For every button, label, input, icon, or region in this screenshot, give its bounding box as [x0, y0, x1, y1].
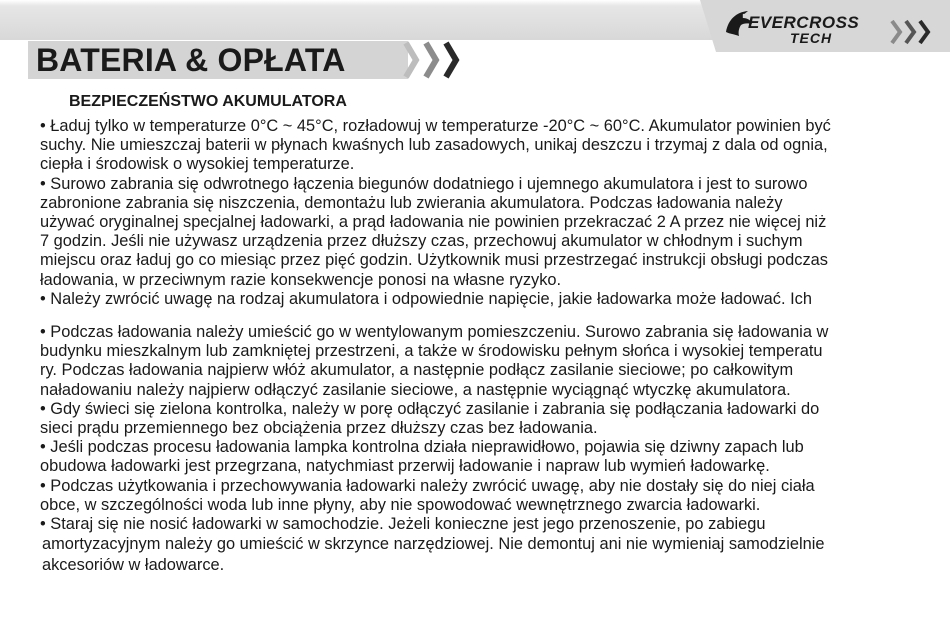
text-line: • Podczas użytkowania i przechowywania ładowarki należy zwrócić uwagę, aby nie dostały się do niej ciała: [40, 476, 815, 495]
text-line: miejscu oraz ładuj go co miesiąc przez pięć godzin. Użytkownik musi przestrzegać instrukcji obsługi podczas: [40, 251, 828, 270]
triple-chevron-icon: [890, 18, 936, 46]
paragraph-gap: [40, 309, 930, 323]
text-line: naładowaniu należy najpierw odłączyć zasilanie sieciowe, a następnie wyciągnąć wtyczkę akumulatora.: [40, 380, 791, 399]
text-line: 7 godzin. Jeśli nie używasz urządzenia przez dłuższy czas, przechowuj akumulator w chłodnym i suchym: [40, 232, 803, 251]
document-body: [40, 117, 930, 576]
text-line: używać oryginalnej specjalnej ładowarki, a prąd ładowania nie powinien przekraczać 2 A przez nie więcej niż: [40, 213, 827, 232]
section-heading: BEZPIECZEŃSTWO AKUMULATORA: [69, 93, 347, 110]
text-line: • Podczas ładowania należy umieścić go w wentylowanym pomieszczeniu. Surowo zabrania się ładowania w: [40, 323, 829, 342]
text-line: akcesoriów w ładowarce.: [42, 556, 225, 575]
brand-subname: TECH: [790, 30, 833, 46]
brand-name: EVERCROSS: [748, 13, 860, 32]
text-line: ładowania, w przeciwnym razie konsekwencje ponosi na własne ryzyko.: [40, 270, 562, 289]
page-title: BATERIA & OPŁATA: [36, 42, 346, 78]
text-line: zabronione zabrania się niszczenia, demontażu lub zwierania akumulatora. Podczas ładowania należy: [40, 193, 783, 212]
triple-chevron-icon: [402, 40, 468, 80]
text-line: amortyzacyjnym należy go umieścić w skrzynce narzędziowej. Nie demontuj ani nie wymieniaj samodzielnie: [42, 535, 825, 554]
text-line: budynku mieszkalnym lub zamkniętej przestrzeni, a także w środowisku pełnym słońca i wysokiej temperatu: [40, 342, 823, 361]
text-line: obudowa ładowarki jest przegrzana, natychmiast przerwij ładowanie i napraw lub wymień ładowarkę.: [40, 457, 770, 476]
text-line: sieci prądu przemiennego bez obciążenia przez dłuższy czas bez ładowania.: [40, 419, 598, 438]
text-line: • Jeśli podczas procesu ładowania lampka kontrolna działa nieprawidłowo, pojawia się dziwny zapach lub: [40, 438, 804, 457]
text-line: ciepła i środowisk o wysokiej temperaturze.: [40, 155, 355, 174]
text-line: • Staraj się nie nosić ładowarki w samochodzie. Jeżeli konieczne jest jego przenoszenie, po zabiegu: [40, 515, 766, 534]
text-line: • Surowo zabrania się odwrotnego łączenia biegunów dodatniego i ujemnego akumulatora i jest to surowo: [40, 174, 808, 193]
text-line: • Ładuj tylko w temperaturze 0°C ~ 45°C, rozładowuj w temperaturze -20°C ~ 60°C. Akumulator powinien być: [40, 117, 831, 135]
text-line: • Należy zwrócić uwagę na rodzaj akumulatora i odpowiednie napięcie, jakie ładowarka może ładować. Ich: [40, 289, 812, 308]
text-line: • Gdy świeci się zielona kontrolka, należy w porę odłączyć zasilanie i zabrania się podłączania ładowarki do: [40, 399, 820, 418]
text-line: obce, w szczególności woda lub inne płyny, aby nie spowodować wewnętrznego zwarcia ładowarki.: [40, 495, 761, 514]
text-line: suchy. Nie umieszczaj baterii w płynach kwaśnych lub zasadowych, unikaj deszczu i trzymaj z dala od ognia,: [40, 136, 828, 155]
text-line: ry. Podczas ładowania najpierw włóż akumulator, a następnie podłącz zasilanie sieciowe; po całkowitym: [40, 361, 794, 380]
